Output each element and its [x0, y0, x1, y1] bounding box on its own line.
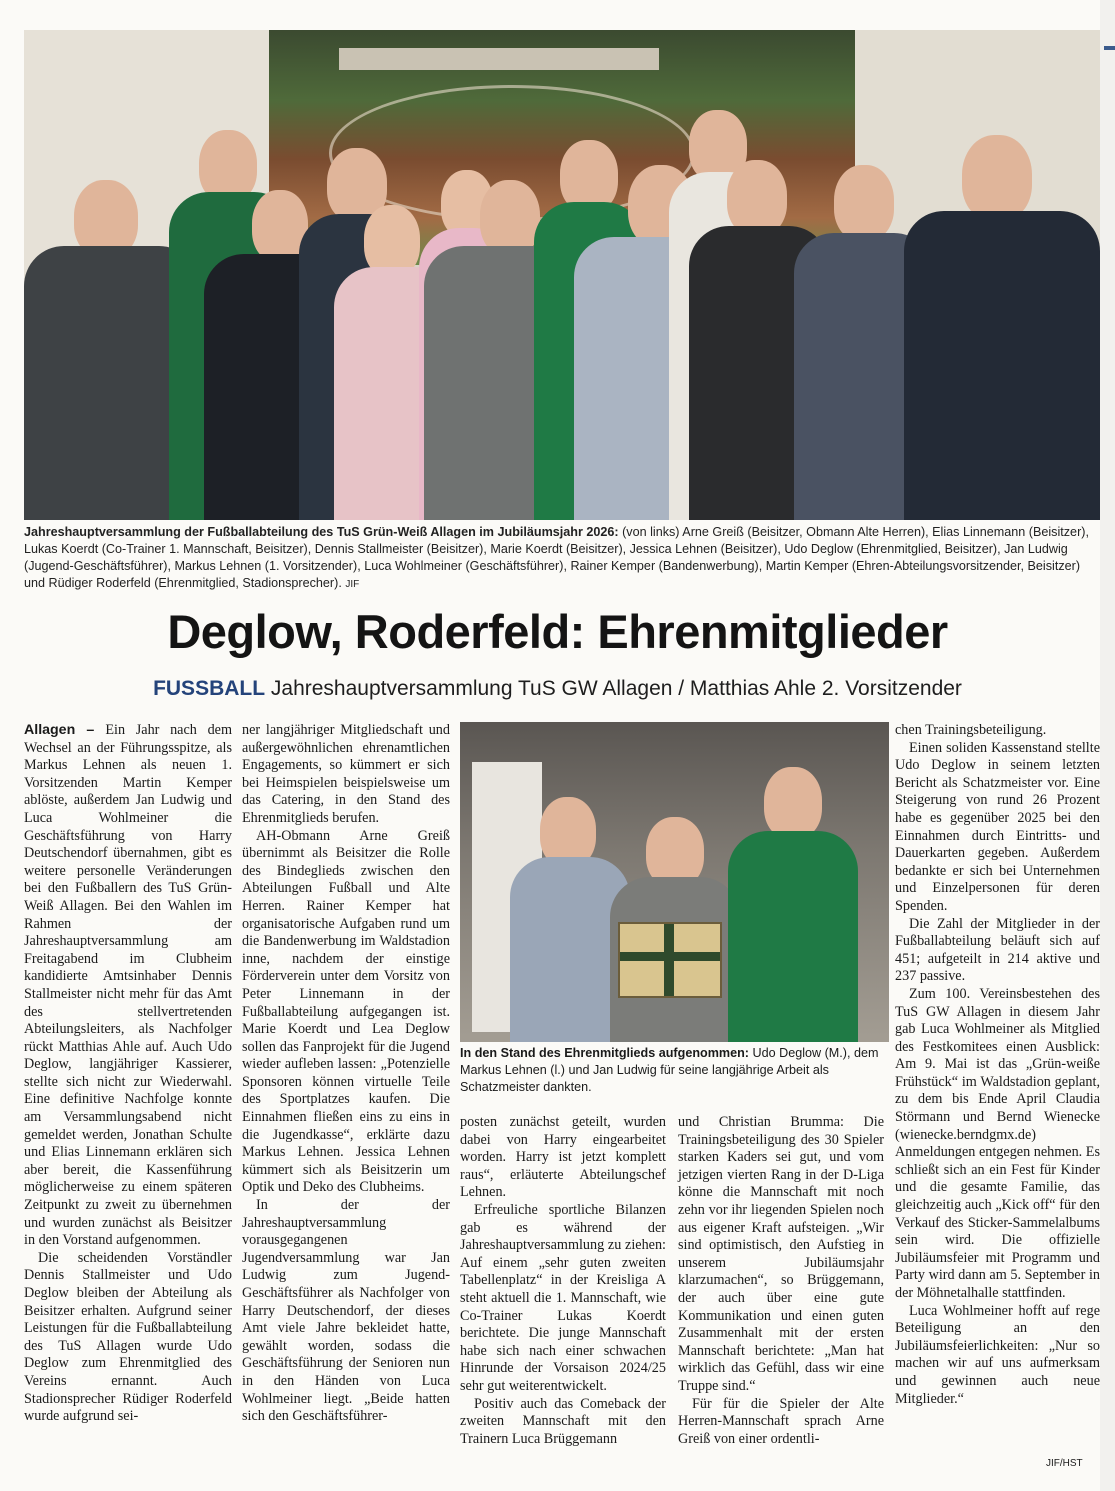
paragraph: Erfreuliche sportliche Bilanzen gab es während der Jahreshauptversammlung zu ziehen: Auf einem „sehr guten zweiten Tabellenplatz“ in der Kreisliga A steht aktuell die 1. Mannschaft, wie Co-Trainer Lukas Koerdt berichtete. Die junge Mannschaft habe sich nach einer schwachen Hinrunde der Vorsaison 2024/25 sehr gut weiterentwickelt. [460, 1201, 666, 1394]
paragraph: Allagen – Ein Jahr nach dem Wechsel an der Führungsspitze, als Markus Lehnen als neuen 1. Vorsitzenden Martin Kemper ablöste, außerdem Jan Ludwig und Luca Wohlmeiner die Geschäftsführung von Harry Deutschendorf übernahmen, gibt es weitere personelle Veränderungen bei den Fußballern des TuS Grün-Weiß Allagen. Bei den Wahlen im Rahmen der Jahreshauptversammlung am Freitagabend im Clubheim kandidierte Amtsinhaber Dennis Stallmeister nicht mehr für das Amt des stellvertretenden Abteilungsleiters, als Nachfolger rückt Matthias Ahle auf. Auch Udo Deglow, langjähriger Kassierer, stellte sich nicht zur Wiederwahl. Eine definitive Nachfolge konnte am Versammlungsabend nicht gemeldet werden, Jonathan Schulte und Elias Linnemann erklären sich aber bereit, die Kassenführung möglicherweise zu einem späteren Zeitpunkt zu zweit zu übernehmen und wurden zunächst als Beisitzer in den Vorstand aufgenommen. [24, 722, 232, 1249]
person-figure [904, 135, 1100, 520]
subheadline [0, 677, 1115, 701]
paragraph: Einen soliden Kassenstand stellte Udo Deglow in seinem letzten Bericht als Schatzmeister vor. Eine Steigerung von rund 26 Prozent habe es gegenüber 2025 bei den Einnahmen durch Eintritts- und Dauerkarten gegeben. Außerdem bedankte er sich bei Unternehmen und Einzelpersonen für deren Spenden. [895, 739, 1100, 914]
person-figure [728, 767, 858, 1042]
photo-caption [24, 524, 1100, 593]
article-column-3 [460, 1114, 666, 1448]
paragraph: Die scheidenden Vorständler Dennis Stallmeister und Udo Deglow bleiben der Abteilung als Beisitzer erhalten. Aufgrund seiner Leistungen für die Fußballabteilung des TuS Allagen wurde Udo Deglow zum Ehrenmitglied des Vereins ernannt. Auch Stadionsprecher Rüdiger Roderfeld wurde aufgrund sei- [24, 1249, 232, 1425]
photo-caption-2 [460, 1045, 889, 1096]
gift-package [618, 922, 722, 998]
photo-credit: JIF [345, 579, 360, 590]
headline: Deglow, Roderfeld: Ehrenmitglieder [167, 605, 948, 658]
paragraph: AH-Obmann Arne Greiß übernimmt als Beisitzer die Rolle des Bindeglieds zwischen den Abteilungen Fußball und Alte Herren. Rainer Kemper hat organisatorische Aufgaben rund um die Bandenwerbung im Waldstadion inne, nachdem der einstige Förderverein unter dem Vorsitz von Peter Linnemann in der Fußballabteilung aufgegangen ist. Marie Koerdt und Lea Deglow sollen das Fanprojekt für die Jugend wieder aufleben lassen: „Potenzielle Sponsoren können virtuelle Teile des Sportplatzes kaufen. Die Einnahmen fließen eins zu eins in die Jugendkasse“, erklärte dazu Markus Lehnen. Jessica Lehnen kümmert sich als Beisitzerin um Optik und Deko des Clubheims. [242, 827, 450, 1196]
article-column-2 [242, 722, 450, 1426]
caption-body: (von links) Arne Greiß (Beisitzer, Obmann Alte Herren), Elias Linnemann (Beisitzer), Lukas Koerdt (Co-Trainer 1. Mannschaft, Beisitzer), Dennis Stallmeister (Beisitzer), Marie Koerdt (Beisitzer), Jessica Lehnen (Beisitzer), Udo Deglow (Ehrenmitglied, Beisitzer), Jan Ludwig (Jugend-Geschäftsführer), Markus Lehnen (1. Vorsitzender), Luca Wohlmeiner (Geschäftsführer), Rainer Kemper (Bandenwerbung), Martin Kemper (Ehren-Abteilungsvorsitzender, Beisitzer) und Rüdiger Roderfeld (Ehrenmitglied, Stadionsprecher). [24, 525, 1089, 590]
subheadline-text: Jahreshauptversammlung TuS GW Allagen / Matthias Ahle 2. Vorsitzender [265, 677, 962, 700]
paragraph: ner langjähriger Mitgliedschaft und außergewöhnlichen ehrenamtlichen Engagements, so kümmert er sich bei Heimspielen beispielsweise um das Catering, in den Stand des Ehrenmitglieds berufen. [242, 722, 450, 826]
article-column-5 [895, 722, 1100, 1408]
article-column-1 [24, 722, 232, 1426]
paragraph: chen Trainingsbeteiligung. [895, 722, 1047, 738]
paragraph: Luca Wohlmeiner hofft auf rege Beteiligung an den Jubiläumsfeierlichkeiten: „Nur so machen wir auf uns aufmerksam und gewinnen auch neue Mitglieder.“ [895, 1302, 1100, 1407]
caption-lead: In den Stand des Ehrenmitglieds aufgenommen: [460, 1046, 749, 1060]
paragraph: Positiv auch das Comeback der zweiten Mannschaft mit den Trainern Luca Brüggemann [460, 1395, 666, 1447]
author-credit: JIF/HST [1046, 1458, 1083, 1469]
paragraph: posten zunächst geteilt, wurden dabei von Harry eingearbeitet worden. Harry ist jetzt komplett raus“, erläuterte Abteilungschef Lehnen. [460, 1114, 666, 1201]
adjacent-column-edge [1100, 0, 1115, 1491]
caption-body: Udo Deglow (M.), dem Markus Lehnen (l.) und Jan Ludwig für seine langjährige Arbeit als Schatzmeister dankten. [460, 1046, 879, 1094]
honorary-member-photo [460, 722, 889, 1042]
paragraph: In der der Jahreshauptversammlung vorausgegangenen Jugendversammlung war Jan Ludwig zum Jugend-Geschäftsführer als Nachfolger von Harry Deutschendorf, der dieses Amt viele Jahre bekleidet hatte, gewählt worden, sodass die Geschäftsführung der Senioren nun in den Händen von Luca Wohlmeiner liegt. „Beide hatten sich den Geschäftsführer- [242, 1197, 450, 1425]
paragraph: Zum 100. Vereinsbestehen des TuS GW Allagen in diesem Jahr gab Luca Wohlmeiner als Mitglied des Festkomitees einen Ausblick: Am 9. Mai ist das „Grün-weiße Frühstück“ im Waldstadion geplant, zu dem bis Ende April Claudia Störmann und Bernd Wienecke (wienecke.berndgmx.de) Anmeldungen entgegen nehmen. Es schließt sich an ein Fest für Kinder und die gesamte Familie, das gleichzeitig auch „Kick off“ für den Verkauf des Sticker-Sammelalbums sein wird. Die offizielle Jubiläumsfeier mit Programm und Party wird dann am 5. September in der Möhnetalhalle stattfinden. [895, 985, 1100, 1301]
paragraph: Die Zahl der Mitglieder in der Fußballabteilung beläuft sich auf 451; aufgeteilt in 214 aktive und 237 passive. [895, 915, 1100, 985]
dateline: Allagen – [24, 722, 106, 738]
article-column-4 [678, 1114, 884, 1448]
caption-lead: Jahreshauptversammlung der Fußballabteilung des TuS Grün-Weiß Allagen im Jubiläumsjahr 2026: [24, 525, 619, 539]
paragraph: und Christian Brumma: Die Trainingsbeteiligung des 30 Spieler starken Kaders sei gut, und vom jetzigen vierten Rang in der D-Liga könne die Mannschaft mit noch zehn vor ihr liegenden Spielen noch aus eigener Kraft aufsteigen. „Wir sind optimistisch, den Aufstieg in unserem Jubiläumsjahr klarzumachen“, so Brüggemann, der auch über eine gute Kommunikation und einen guten Zusammenhalt mit der ersten Mannschaft berichtete: „Man hat wirklich das Gefühl, dass wir eine Truppe sind.“ [678, 1114, 884, 1394]
paragraph: Für für die Spieler der Alte Herren-Mannschaft sprach Arne Greiß von einer ordentli- [678, 1395, 884, 1447]
section-kicker: FUSSBALL [153, 677, 266, 700]
group-photo [24, 30, 1100, 520]
